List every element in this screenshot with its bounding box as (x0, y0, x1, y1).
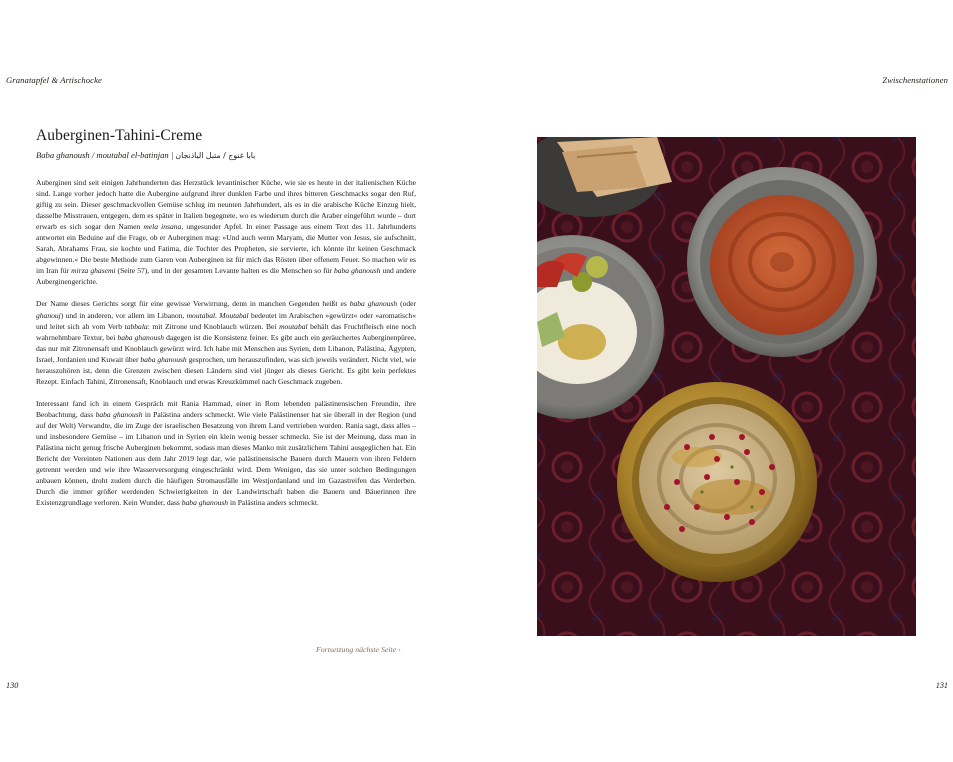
italic-term: mela insana (143, 222, 182, 232)
subtitle-latin: Baba ghanoush / moutabal el-batinjan | (36, 150, 174, 160)
text-run: in Palästina anders schmeckt. Wie viele Palästinenser hat sie überall in der Region (und auf der Welt) Verwandte, die im Zuge der israelischen Besatzung von ihrem Land vertrieben wurden. Rania sagt, dass alles – und insbesondere Gemüse – im Libanon und in Syrien ein klein wenig besser schmeckt. Sie ist der Meinung, dass man in Palästina nicht genug frische Auberginen bekommt, sodass man dieses Manko mit zusätzlichem Tahini ausgeglichen hat. Ein Bericht der Vereinten Nationen aus dem Jahr 2019 legt dar, wie palästinensische Bauern durch Mauern von ihren Feldern getrennt werden und wie ihre Wasserversorgung eingeschränkt wird. Dem Wenigen, das sie unter solchen Bedingungen anbauen können, droht zudem durch die häufigen Stromausfälle im Westjordanland und im Gazastreifen das Verderben. Durch die immer größer werdenden Schwierigkeiten in der Landwirtschaft haben die Bauern und Bäuerinnen ihre Existenzgrundlage verloren. Kein Wunder, dass (36, 409, 416, 508)
italic-term: moutabal. Moutabal (186, 310, 249, 320)
recipe-title: Auberginen-Tahini-Creme (36, 127, 203, 144)
food-photo-drawing (537, 137, 916, 636)
text-run: (Seite 57), und in der gesamten Levante halten es die Menschen so für (115, 266, 334, 276)
italic-term: baba ghanoush (95, 409, 143, 419)
italic-term: tabbala (124, 321, 148, 331)
italic-term: moutabal (279, 321, 308, 331)
body-text (36, 177, 416, 508)
text-run: in Palästina anders schmeckt. (228, 498, 319, 508)
italic-term: baba ghanoush (140, 354, 187, 364)
subtitle-arabic: بابا غنوج / متبل الباذنجان (175, 151, 256, 160)
italic-term: baba ghanoush (349, 299, 398, 309)
italic-term: mirza ghasemi (71, 266, 116, 276)
left-page-number: 130 (6, 681, 19, 690)
text-run: ) und in anderen, vor allem im Libanon, (60, 310, 187, 320)
muhammara-bowl (687, 167, 877, 357)
right-page-number: 131 (935, 681, 948, 690)
text-run: , ungesunder Apfel. In einer Passage aus einem Text des 11. Jahrhunderts antwortet ein Beduine auf die Frage, ob er Auberginen mag: »Und auch wenn Maryam, die Mutter von Jesus, sie aufschnitt, Sarah, Abrahams Frau, sie kochte und Fatima, die Tochter des Propheten, sie servierte, ich könnte ihr keinen Geschmack abgewinnen.« Die beste Methode zum Garen von Auberginen ist für mich das Rösten über offenem Feuer. So machen wir es im Iran für (36, 222, 416, 276)
italic-term: ghanouj (36, 310, 61, 320)
continuation-note[interactable]: Fortsetzung nächste Seite › (316, 645, 401, 654)
italic-term: baba ghanoush (181, 498, 229, 508)
left-running-title: Granatapfel & Artischocke (6, 75, 102, 85)
baba-ghanoush-bowl (617, 382, 817, 582)
italic-term: baba ghanoush (117, 332, 165, 342)
text-run: Interessant fand ich in einem Gespräch mit Rania Hammad, einer in Rom lebenden palästinensischen Freundin, ihre Beobachtung, dass (36, 398, 416, 419)
text-run: : mit Zitrone und Knoblauch würzen. Bei (147, 321, 280, 331)
text-run: und andere Auberginengerichte. (36, 266, 416, 287)
food-photo (537, 137, 916, 636)
text-run: Auberginen sind seit einigen Jahrhunderten das Herzstück levantinischer Küche, wie sie es heute in der italienischen Küche sind. Lange vorher jedoch hatte die Aubergine aufgrund ihrer dunklen Farbe und ihres bitteren Geschmacks sogar den Ruf, giftig zu sein. Dieser geschmackvollen Gemüse schlug im neunten Jahrhundert, als es in die arabische Küche Einzug hielt, dasselbe Misstrauen, entgegen, dem es später in Italien begegnete, wo es wiederum durch die Araber eingeführt wurde – dort erwarb es sich sogar den Namen (36, 178, 416, 232)
right-running-title: Zwischenstationen (882, 75, 948, 85)
body-paragraph (36, 298, 416, 386)
text-run: gesprochen, um herauszufinden, was sich jeweils verändert. Nicht viel, wie herauszuhören ist, denn die Grenzen zwischen diesen Ländern sind viel jünger als dieses Gericht. Es gibt kein perfektes Rezept. Einfach Tahini, Zitronensaft, Knoblauch und etwas Kreuzkümmel nach Geschmack zugeben. (36, 354, 416, 386)
body-paragraph (36, 398, 416, 508)
text-run: bedeutet im Arabischen »gewürzt« oder »aromatisch« und leitet sich ab vom Verb (36, 310, 416, 331)
body-paragraph (36, 177, 416, 287)
text-run: Der Name dieses Gerichts sorgt für eine gewisse Verwirrung, denn in manchen Gegenden heißt es (36, 299, 350, 309)
recipe-subtitle (36, 150, 255, 160)
text-run: dagegen ist die Konsistenz feiner. Es gibt auch ein geräuchertes Auberginenpüree, das nur mit Zitronensaft und Knoblauch gewürzt wird. Ich habe mit Menschen aus Syrien, dem Libanon, Palästina, Ägypten, Israel, Jordanien und Kuwait über (36, 332, 416, 364)
italic-term: baba ghanoush (333, 266, 381, 276)
text-run: behält das Fruchtfleisch eine noch wahrnehmbare Textur, bei (36, 321, 416, 342)
text-run: (oder (397, 299, 417, 309)
